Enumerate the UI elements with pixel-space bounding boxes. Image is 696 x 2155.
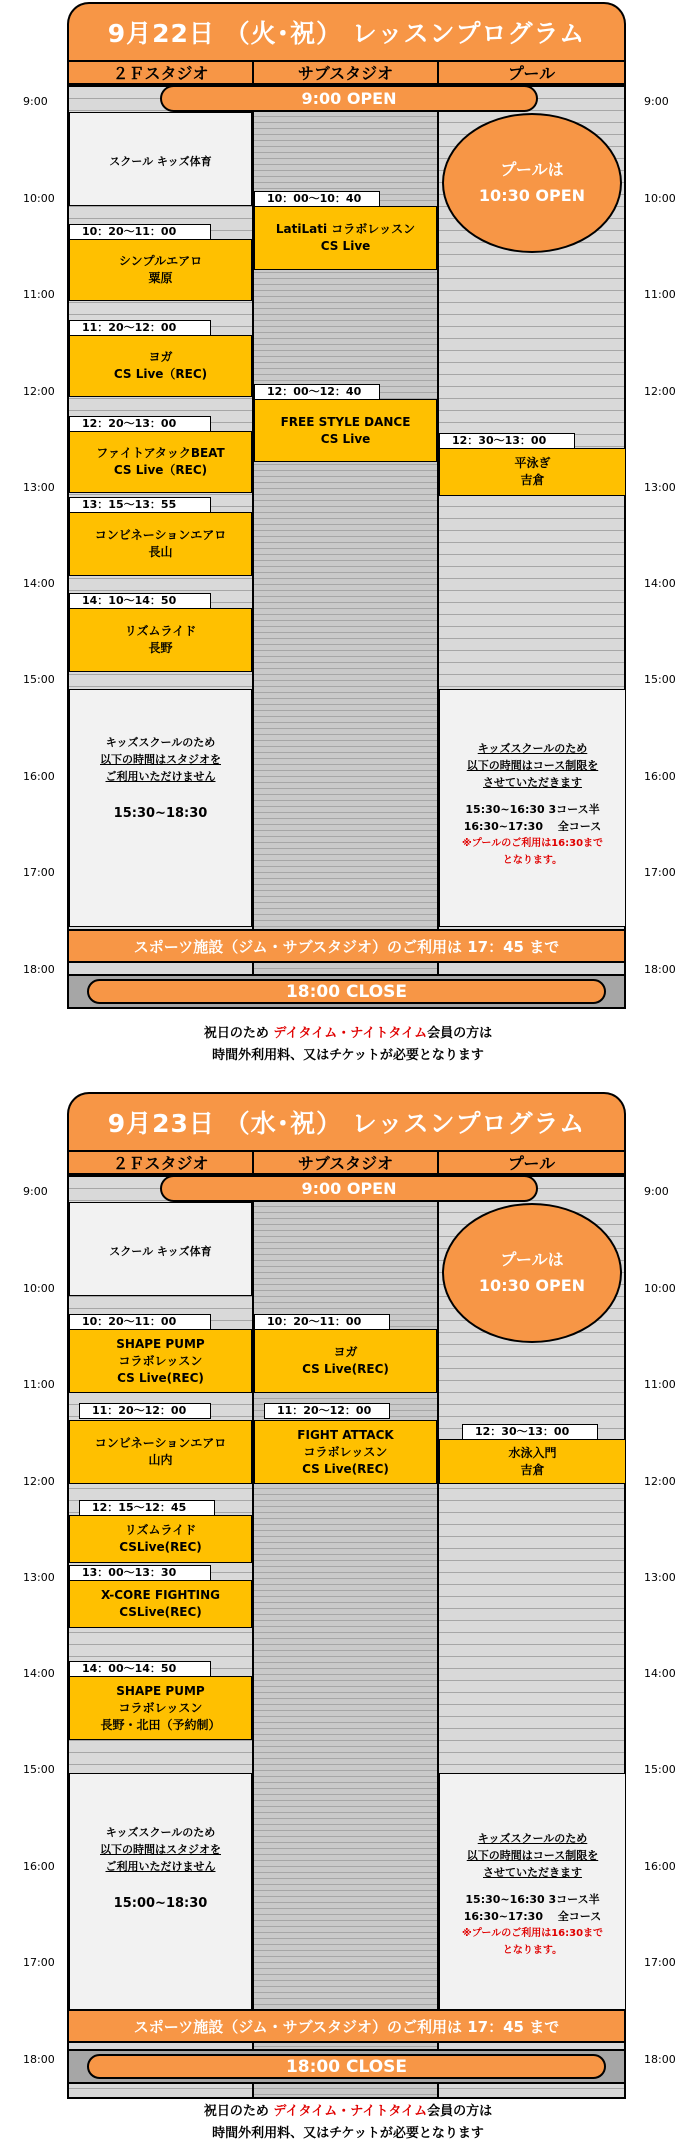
notice-line: キッズスクールのため [477, 1832, 588, 1845]
facility-notice: スポーツ施設（ジム・サブスタジオ）のご利用は 17：45 まで [67, 2009, 626, 2043]
lesson-instructor: CS Live [320, 239, 371, 253]
lesson-block[interactable] [69, 512, 252, 576]
lesson-instructor: CS Live(REC) [302, 1362, 389, 1376]
lesson-instructor: CS Live（REC) [113, 463, 208, 477]
header-pool: プール [437, 1150, 626, 1175]
notice-time: 15:30~16:30 3コース半 [465, 803, 600, 816]
studio-closed-notice [69, 1773, 252, 2017]
lesson-time: 10：00～10：40 [254, 191, 380, 207]
lesson-time: 12：30～13：00 [439, 433, 575, 449]
time-label: 15:00 [644, 1763, 676, 1776]
notice-line: 以下の時間はスタジオを [100, 1843, 221, 1856]
header-studio2f: ２Ｆスタジオ [67, 60, 254, 85]
divider [252, 1150, 254, 2099]
notice-time: 16:30~17:30 全コース [463, 820, 602, 833]
lesson-name: FREE STYLE DANCE [280, 414, 411, 429]
notice-warning: ※プールのご利用は16:30まで [461, 838, 604, 849]
notice-time: 15:00~18:30 [113, 1896, 208, 1911]
pool-open-line1: プールは [500, 160, 564, 179]
time-label: 16:00 [644, 770, 676, 783]
notice-warning: ※プールのご利用は16:30まで [461, 1928, 604, 1939]
time-label: 11:00 [23, 288, 55, 301]
lesson-name: ヨガ [333, 1345, 358, 1359]
time-label: 13:00 [23, 1571, 55, 1584]
lesson-time: 10：20～11：00 [69, 1314, 211, 1330]
time-label: 16:00 [23, 1860, 55, 1873]
time-label: 9:00 [23, 95, 48, 108]
lesson-instructor: CSLive(REC) [119, 1540, 202, 1554]
pool-restriction-notice [439, 689, 626, 927]
time-label: 18:00 [23, 2053, 55, 2066]
notice-line: させていただきます [483, 1866, 582, 1879]
lesson-instructor: 吉倉 [520, 1462, 545, 1477]
lesson-block[interactable] [69, 1676, 252, 1740]
lesson-time: 10：20～11：00 [69, 224, 211, 240]
lesson-time: 12：20～13：00 [69, 416, 211, 432]
notice-line: ご利用いただけません [105, 1860, 216, 1873]
note-highlight: デイタイム・ナイトタイム [273, 1026, 428, 1041]
notice-line: キッズスクールのため [105, 736, 216, 749]
time-label: 11:00 [23, 1378, 55, 1391]
holiday-note [0, 2101, 696, 2145]
lesson-name: LatiLati コラボレッスン [275, 222, 416, 236]
notice-warning: となります。 [502, 1945, 563, 1956]
page-title: 9月22日 （火･祝） レッスンプログラム [67, 2, 626, 60]
lesson-name: X-CORE FIGHTING [101, 1588, 220, 1602]
lesson-name: FIGHT ATTACK [297, 1427, 394, 1442]
lesson-name: リズムライド [124, 624, 197, 638]
time-label: 16:00 [644, 1860, 676, 1873]
page-title: 9月23日 （水･祝） レッスンプログラム [67, 1092, 626, 1150]
lesson-time: 12：00～12：40 [254, 384, 380, 400]
lesson-subtitle: コラボレッスン [118, 1700, 203, 1715]
notice-line: 以下の時間はコース制限を [466, 1849, 599, 1862]
time-label: 18:00 [23, 963, 55, 976]
lesson-block[interactable] [69, 1515, 252, 1563]
pool-open-line1: プールは [500, 1250, 564, 1269]
note-text: 会員の方は [427, 2104, 493, 2119]
header-pool: プール [437, 60, 626, 85]
time-label: 15:00 [23, 1763, 55, 1776]
header-substudio: サブスタジオ [252, 1150, 439, 1175]
lesson-time: 11：20～12：00 [69, 320, 211, 336]
close-bar [67, 2049, 626, 2084]
notice-line: させていただきます [483, 776, 582, 789]
lesson-block[interactable] [69, 1580, 252, 1628]
notice-line: キッズスクールのため [105, 1826, 216, 1839]
close-bar [67, 974, 626, 1009]
lesson-instructor: 山内 [148, 1453, 173, 1467]
lesson-block[interactable] [254, 399, 437, 462]
lesson-time: 14：10～14：50 [69, 593, 211, 609]
time-label: 13:00 [23, 481, 55, 494]
time-label: 10:00 [644, 1282, 676, 1295]
lesson-instructor: CS Live(REC) [302, 1461, 389, 1476]
lesson-block[interactable] [69, 239, 252, 301]
note-text: 祝日のため [203, 1026, 274, 1041]
time-label: 17:00 [23, 1956, 55, 1969]
lesson-instructor: 粟原 [148, 271, 173, 285]
close-banner: 18:00 CLOSE [87, 979, 606, 1004]
header-studio2f: ２Ｆスタジオ [67, 1150, 254, 1175]
kids-gym-block: スクール キッズ体育 [69, 1202, 252, 1296]
notice-line: 以下の時間はコース制限を [466, 759, 599, 772]
lesson-name: 平泳ぎ [514, 456, 551, 470]
pool-open-badge [442, 1203, 622, 1343]
time-label: 9:00 [644, 1185, 669, 1198]
open-banner: 9:00 OPEN [160, 1175, 538, 1202]
lesson-time: 10：20～11：00 [254, 1314, 390, 1330]
lesson-block[interactable] [69, 608, 252, 672]
time-label: 15:00 [23, 673, 55, 686]
lesson-instructor: 長野・北田（予約制） [100, 1717, 221, 1732]
time-label: 17:00 [644, 1956, 676, 1969]
close-banner: 18:00 CLOSE [87, 2054, 606, 2079]
notice-time: 16:30~17:30 全コース [463, 1910, 602, 1923]
lesson-time: 11：20～12：00 [264, 1403, 390, 1419]
time-label: 14:00 [644, 577, 676, 590]
pool-open-badge [442, 113, 622, 253]
lesson-time: 14：00～14：50 [69, 1661, 211, 1677]
time-label: 11:00 [644, 1378, 676, 1391]
time-label: 18:00 [644, 963, 676, 976]
time-label: 12:00 [644, 1475, 676, 1488]
time-label: 17:00 [23, 866, 55, 879]
time-label: 9:00 [644, 95, 669, 108]
time-label: 16:00 [23, 770, 55, 783]
time-label: 10:00 [644, 192, 676, 205]
lesson-name: SHAPE PUMP [116, 1336, 205, 1351]
time-label: 12:00 [23, 1475, 55, 1488]
lesson-name: SHAPE PUMP [116, 1683, 205, 1698]
header-substudio: サブスタジオ [252, 60, 439, 85]
time-label: 11:00 [644, 288, 676, 301]
note-text: 時間外利用料、又はチケットが必要となります [212, 2126, 484, 2141]
time-label: 13:00 [644, 1571, 676, 1584]
time-label: 10:00 [23, 1282, 55, 1295]
lesson-time: 13：00～13：30 [69, 1565, 211, 1581]
notice-time: 15:30~18:30 [113, 806, 208, 821]
time-label: 15:00 [644, 673, 676, 686]
lesson-instructor: CS Live(REC) [117, 1370, 204, 1385]
note-highlight: デイタイム・ナイトタイム [273, 2104, 428, 2119]
time-label: 12:00 [644, 385, 676, 398]
lesson-subtitle: コラボレッスン [303, 1444, 388, 1459]
note-text: 会員の方は [427, 1026, 493, 1041]
lesson-name: 水泳入門 [508, 1445, 557, 1460]
notice-time: 15:30~16:30 3コース半 [465, 1893, 600, 1906]
lesson-name: シンプルエアロ [118, 254, 203, 268]
note-text: 祝日のため [203, 2104, 274, 2119]
lesson-block[interactable] [69, 431, 252, 493]
lesson-block[interactable] [69, 335, 252, 397]
time-label: 10:00 [23, 192, 55, 205]
pool-restriction-notice [439, 1773, 626, 2017]
lesson-name: コンビネーションエアロ [94, 1436, 227, 1450]
pool-open-line2: 10:30 OPEN [478, 186, 586, 205]
lesson-block[interactable] [254, 1329, 437, 1393]
time-label: 13:00 [644, 481, 676, 494]
lesson-block[interactable] [439, 1439, 626, 1484]
lesson-time: 13：15～13：55 [69, 497, 211, 513]
pool-open-line2: 10:30 OPEN [478, 1276, 586, 1295]
lesson-instructor: CS Live（REC) [113, 367, 208, 381]
holiday-note [0, 1023, 696, 1067]
lesson-time: 12：30～13：00 [462, 1424, 598, 1440]
lesson-time: 11：20～12：00 [79, 1403, 211, 1419]
studio-closed-notice [69, 689, 252, 927]
time-label: 17:00 [644, 866, 676, 879]
lesson-instructor: CSLive(REC) [119, 1605, 202, 1619]
lesson-block[interactable] [439, 448, 626, 496]
lesson-block[interactable] [69, 1420, 252, 1484]
notice-line: 以下の時間はスタジオを [100, 753, 221, 766]
time-label: 14:00 [23, 577, 55, 590]
time-label: 14:00 [23, 1667, 55, 1680]
lesson-name: リズムライド [124, 1523, 197, 1537]
notice-warning: となります。 [502, 855, 563, 866]
lesson-block[interactable] [69, 1329, 252, 1393]
lesson-subtitle: コラボレッスン [118, 1353, 203, 1368]
notice-line: ご利用いただけません [105, 770, 216, 783]
lesson-name: ファイトアタックBEAT [96, 446, 225, 460]
lesson-instructor: CS Live [320, 431, 371, 446]
lesson-name: ヨガ [148, 350, 173, 364]
time-label: 14:00 [644, 1667, 676, 1680]
lesson-time: 12：15～12：45 [79, 1500, 215, 1516]
notice-line: キッズスクールのため [477, 742, 588, 755]
open-banner: 9:00 OPEN [160, 85, 538, 112]
time-label: 9:00 [23, 1185, 48, 1198]
kids-gym-block: スクール キッズ体育 [69, 112, 252, 206]
lesson-instructor: 吉倉 [520, 473, 545, 487]
lesson-block[interactable] [254, 1420, 437, 1484]
lesson-block[interactable] [254, 206, 437, 270]
lesson-name: コンビネーションエアロ [94, 528, 227, 542]
note-text: 時間外利用料、又はチケットが必要となります [212, 1048, 484, 1063]
time-label: 12:00 [23, 385, 55, 398]
time-label: 18:00 [644, 2053, 676, 2066]
lesson-instructor: 長野 [148, 641, 173, 655]
facility-notice: スポーツ施設（ジム・サブスタジオ）のご利用は 17：45 まで [67, 929, 626, 963]
lesson-instructor: 長山 [148, 545, 173, 559]
